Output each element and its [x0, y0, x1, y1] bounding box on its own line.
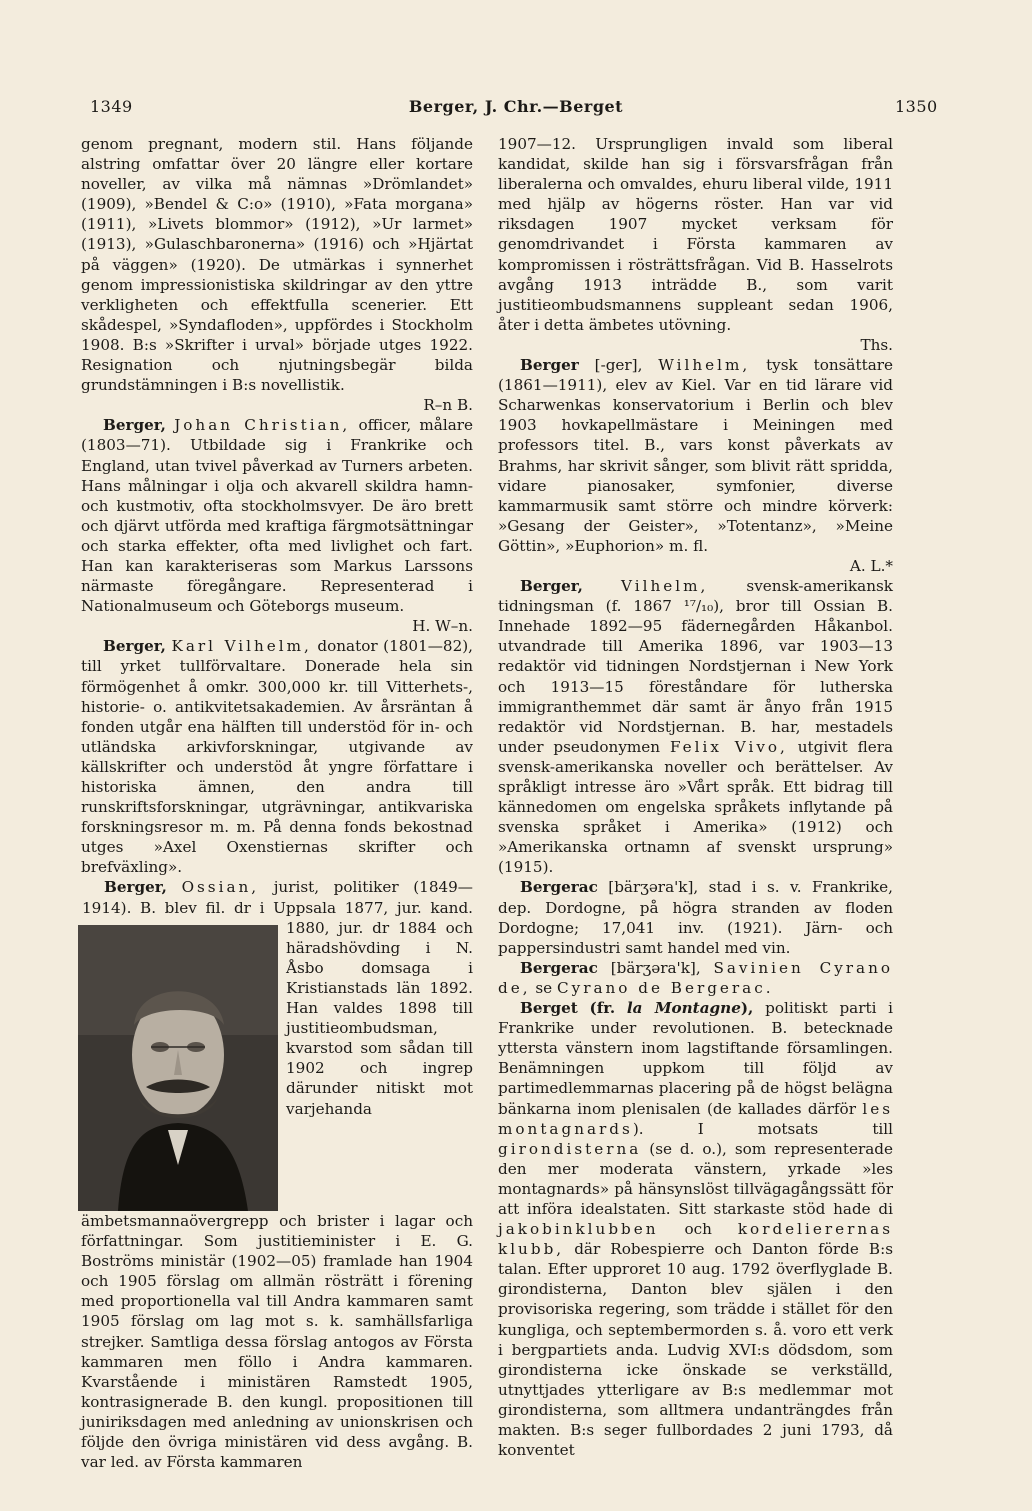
entry-headword: Berger, [103, 416, 166, 435]
entry-headword: Bergerac [520, 878, 598, 897]
entry-text: officer, målare (1803—71). Utbildade sig i Frankrike och England, utan tvivel påverkad av Turners arbeten. Hans målningar i olja och akvarell skildra hamn- och kustmotiv, ofta stockholmsvyer. De äro brett och djärvt utförda med kraftiga färgmotsättningar och starka effekter, ofta med livlighet och fart. Han kan karakteriseras som Markus Larssons närmaste föregångare. Representerad i Nationalmuseum och Göteborgs museum. [81, 416, 473, 616]
entry-text: (fr. [589, 999, 616, 1018]
page-number-left: 1349 [90, 97, 133, 116]
entry-text: ), [740, 999, 754, 1018]
entry-continuation: 1907—12. Ursprungligen invald som liberal kandidat, skilde han sig i försvarsfrågan från liberalerna och omvaldes, ehuru liberal vilde, 1911 med hjälp av högerns röster. Han var vid riksdagen 1907 mycket verksam för genomdrivandet i Första kammaren av kompromissen i rösträttsfrågan. Vid B. Hasselrots avgång 1913 inträdde B., som varit justitieombudsmannens suppleant sedan 1906, åter i detta ämbetes utövning. [498, 135, 893, 334]
entry-bergerac-person [498, 958, 893, 998]
entry-text: jurist, politiker (1849—1914). B. blev fil. dr i Uppsala 1877, jur. kand. 1880, jur. dr 1884 och häradshövding i N. Åsbo domsaga i Kristianstads län 1892. Han valdes 1898 till justitieombudsman, kvarstod som sådan till 1902 och ingrep därunder nitiskt mot varjehanda ämbetsmannaövergrepp och brister i lagar och författningar. Som justitieminister i E. G. Boströms ministär (1902—05) framlade han 1904 och 1905 förslag om allmän rösträtt i förening med proportionella val till Andra kammaren samt 1905 förslag om lag mot s. k. samhällsfarliga strejker. Samtliga dessa förslag antogos av Första kammaren men föllo i Andra kammaren. Kvarstående i ministären Ramstedt 1905, kontrasignerade B. den kungl. propositionen till juniriksdagen med anledning av unionskrisen och följde den övriga ministären vid dess avgång. B. var led. av Första kammaren [81, 878, 473, 1472]
entry-name: Ossian, [181, 878, 260, 897]
running-title: Berger, J. Chr.—Berget [408, 97, 624, 116]
entry-reference: Cyrano de Bergerac. [557, 978, 774, 997]
entry-headword: Berger, [103, 637, 166, 656]
entry-spaced-term: kordelierernas klubb, [498, 1220, 894, 1259]
entry-berget [498, 998, 893, 1460]
entry-johan-christian [81, 415, 473, 616]
entry-name: Vilhelm, [621, 577, 709, 596]
entry-text: svensk-amerikansk tidningsman (f. 1867 ¹⁷/₁₀), bror till Ossian B. Innehade 1892—95 fädernegården Håkanbol. utvandrade till Amerika 1896, var 1903—13 redaktör vid tidningen Nordstjernan i New York och 1913—15 föreståndare för lutherska immigranthemmet där samt är ånyo från 1915 redaktör vid Nordstjernan. B. har, mestadels under pseudonymen [498, 577, 894, 756]
entry-text: tysk tonsättare (1861—1911), elev av Kiel. Var en tid lärare vid Scharwenkas konservatorium i Berlin och blev 1903 hovkapellmästare i Meiningen med professors titel. B., vars konst påverkats av Brahms, har skrivit sånger, som blivit rätt spridda, vidare pianosaker, symfonier, diverse kammarmusik samt större och mindre körverk: »Gesang der Geister», »Totentanz», »Meine Göttin», »Euphorion» m. fl. [498, 356, 893, 555]
signature: Ths. [860, 335, 893, 354]
entry-headword: Bergerac [520, 958, 598, 977]
entry-text: politiskt parti i Frankrike under revolutionen. B. betecknade yttersta vänstern inom lagstiftande församlingen. Benämningen uppkom till följd av partimedlemmarnas placering på de högst belägna bänkarna inom plenisalen (de kallades därför [498, 999, 894, 1118]
portrait-ossian-berger [78, 925, 278, 1211]
entry-wilhelm [498, 355, 893, 556]
right-column [498, 134, 893, 1460]
entry-text: se [535, 978, 553, 997]
entry-text: donator (1801—82), till yrket tullförvaltare. Donerade hela sin förmögenhet å omkr. 300,000 kr. till Vitterhets-, historie- o. antikvitetsakademien. Av årsräntan å fonden utgår ena hälften till understöd för in- och utländska arkivforskningar, utgivande av källskrifter och understöd åt yngre författare i historiska ämnen, den andra till runskriftsforskningar, utgrävningar, antikvariska forskningsresor m. m. På denna fonds bekostnad utges »Axel Oxenstiernas skrifter och brefväxling». [81, 637, 473, 877]
entry-pronunciation: [bärʒəra'k], [610, 958, 701, 977]
entry-text: (se d. o.), som representerade den mer moderata vänstern, yrkade »les montagnards» på hänsynslöst tillvägagångssätt för att införa idealstaten. Sitt starkaste stöd hade di [498, 1139, 894, 1218]
entry-text: utgivit flera svensk-amerikanska noveller och berättelser. Av språkligt intresse äro »Vårt språk. Ett bidrag till kännedomen om engelska språkets inflytande på svenska språket i Amerika» (1912) och »Amerikanska ortnamn af svenskt ursprung» (1915). [498, 737, 894, 877]
entry-spaced-term: girondisterna [498, 1139, 642, 1158]
entry-pronunciation: [-ger], [594, 356, 643, 375]
entry-karl-vilhelm [81, 636, 473, 877]
entry-vilhelm [498, 576, 893, 877]
left-column [81, 134, 473, 1472]
entry-text: där Robespierre och Danton förde B:s talan. Efter upproret 10 aug. 1792 överflyglade B. girondisterna, Danton blev själen i den provisoriska regering, som trädde i stället för den kungliga, och septembermorden s. å. voro ett verk i bergpartiets anda. Ludvig XVI:s dödsdom, som girondisterna icke önskade se verkställd, utnyttjades ytterligare av B:s medlemmar mot girondisterna, som alltmera undanträngdes från makten. B:s seger fullbordades 2 juni 1793, då konventet [498, 1240, 893, 1460]
entry-pseudonym: Felix Vivo, [669, 737, 788, 756]
entry-headword: Berger, [520, 577, 583, 596]
entry-text: och [684, 1220, 712, 1239]
entry-name: Wilhelm, [658, 356, 751, 375]
page-number-right: 1350 [895, 97, 938, 116]
entry-text: ). I motsats till [632, 1119, 893, 1138]
signature: H. W–n. [412, 617, 473, 636]
entry-spaced-term: jakobinklubben [498, 1220, 659, 1239]
entry-headword: Berger [520, 356, 579, 375]
entry-headword: Berget [520, 999, 578, 1018]
entry-name: Karl Vilhelm, [171, 637, 312, 656]
entry-foreign-term: la Montagne [626, 999, 741, 1018]
entry-continuation: genom pregnant, modern stil. Hans följande alstring omfattar över 20 längre eller kortare noveller, av vilka må nämnas »Drömlandet» (1909), »Bendel & C:o» (1910), »Fata morgana» (1911), »Livets blommor» (1912), »Ur larmet» (1913), »Gulaschbaronerna» (1916) och »Hjärtat på väggen» (1920). De utmärkas i synnerhet genom impressionistiska skildringar av den yttre verkligheten och effektfulla scenerier. Ett skådespel, »Syndafloden», uppfördes i Stockholm 1908. B:s »Skrifter i urval» började utges 1922. Resignation och njutningsbegär bilda grundstämningen i B:s novellistik. [81, 135, 473, 395]
portrait-image [78, 925, 278, 1211]
entry-bergerac-town [498, 877, 893, 957]
signature: A. L.* [849, 556, 893, 575]
entry-spaced-term: les montagnards [498, 1099, 893, 1138]
entry-headword: Berger, [104, 878, 167, 897]
signature: R–n B. [423, 396, 473, 415]
entry-name: Savinien Cyrano de, [498, 958, 894, 997]
entry-text: [bärʒəra'k], stad i s. v. Frankrike, dep. Dordogne, på högra stranden av floden Dordogne; 17,041 inv. (1921). Järn- och pappersindustri samt handel med vin. [498, 878, 893, 957]
entry-name: Johan Christian, [174, 416, 351, 435]
